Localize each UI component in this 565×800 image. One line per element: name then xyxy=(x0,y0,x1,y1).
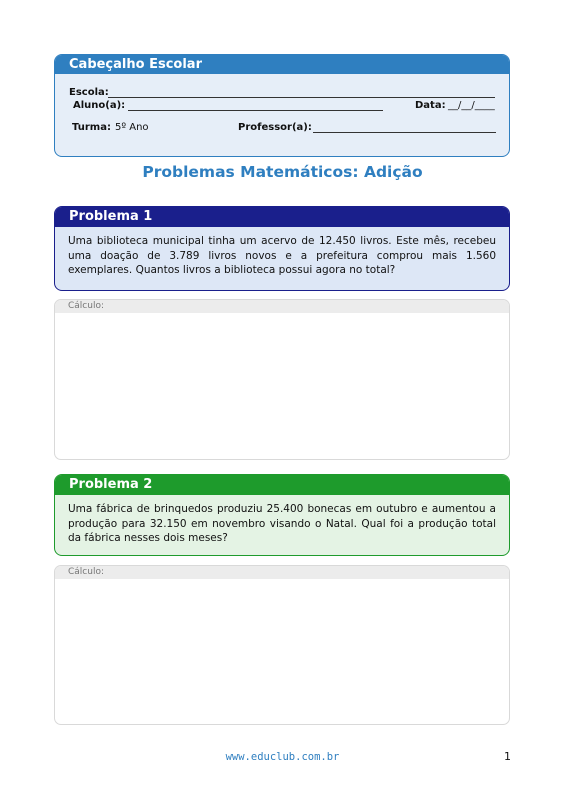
school-header-card xyxy=(54,54,510,157)
calculation-label-2: Cálculo: xyxy=(55,566,509,579)
problem-1-text: Uma biblioteca municipal tinha um acervo de 12.450 livros. Este mês, recebeu uma doação de 3.789 livros novos e a prefeitura comprou mais 1.560 exemplares. Quantos livros a biblioteca possui agora no total? xyxy=(68,235,496,276)
calculation-area-1[interactable] xyxy=(54,299,510,460)
calculation-area-2[interactable] xyxy=(54,565,510,725)
school-label: Escola: xyxy=(69,87,109,98)
page-title: Problemas Matemáticos: Adição xyxy=(142,163,423,181)
school-field[interactable] xyxy=(108,97,495,98)
problem-1-title: Problema 1 xyxy=(55,207,509,227)
calculation-label-1: Cálculo: xyxy=(55,300,509,313)
teacher-label: Professor(a): xyxy=(238,122,312,133)
date-field[interactable]: __/__/____ xyxy=(448,100,495,111)
problem-2-card xyxy=(54,474,510,556)
student-field[interactable] xyxy=(128,110,383,111)
problem-2-title: Problema 2 xyxy=(55,475,509,495)
footer-url[interactable]: www.educlub.com.br xyxy=(225,751,340,763)
header-card-title: Cabeçalho Escolar xyxy=(55,55,509,74)
problem-2-text: Uma fábrica de brinquedos produziu 25.400 bonecas em outubro e aumentou a produção para 32.150 em novembro visando o Natal. Qual foi a produção total da fábrica nesses dois meses? xyxy=(68,503,496,544)
teacher-field[interactable] xyxy=(313,132,496,133)
student-label: Aluno(a): xyxy=(73,100,126,111)
date-label: Data: xyxy=(415,100,446,111)
page-number: 1 xyxy=(504,750,511,763)
class-label: Turma: xyxy=(72,122,111,133)
class-value: 5º Ano xyxy=(115,122,149,133)
problem-1-card xyxy=(54,206,510,291)
